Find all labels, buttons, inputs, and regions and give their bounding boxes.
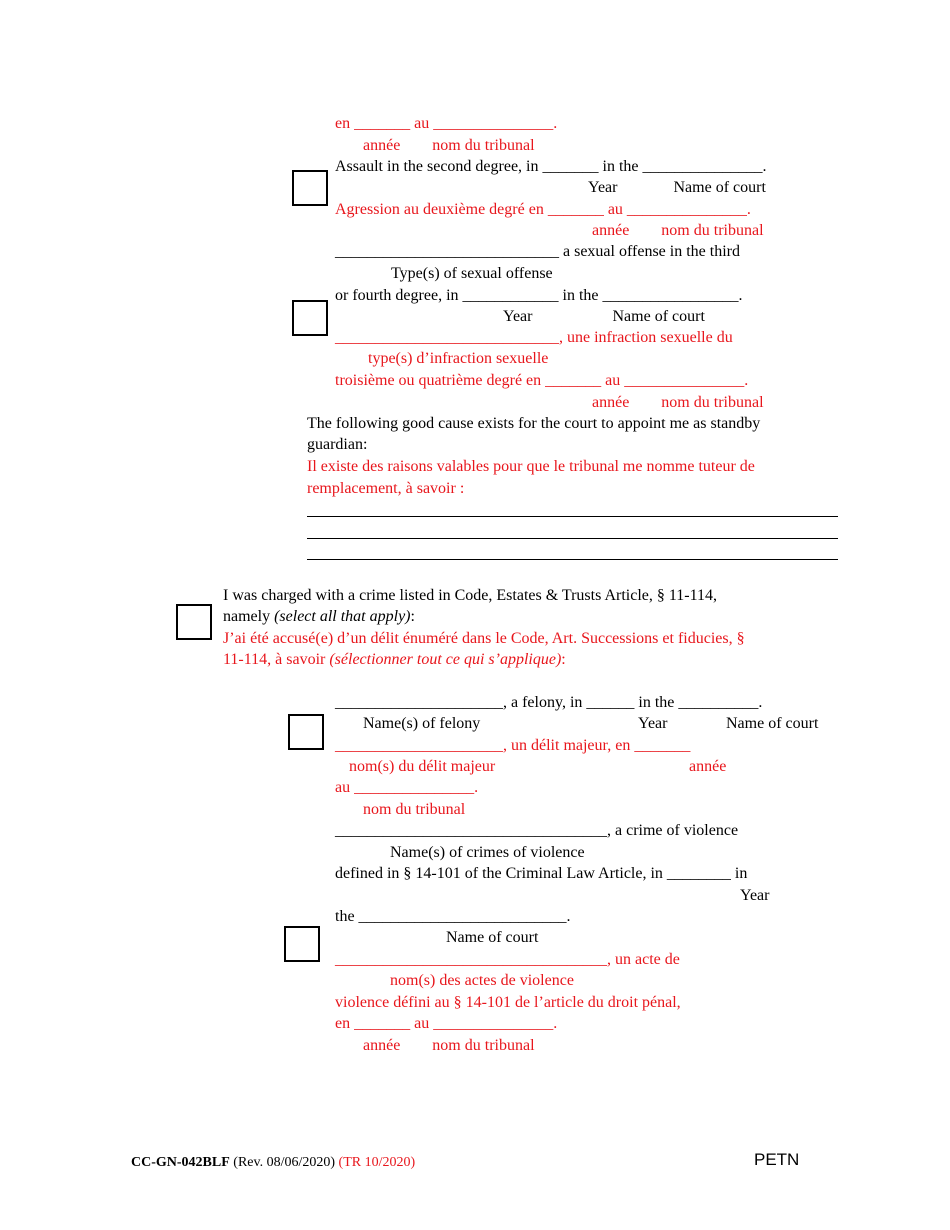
violence-en-label-court: Name of court xyxy=(446,929,539,946)
felony-fr-line1: _____________________, un délit majeur, en _______ xyxy=(335,737,691,754)
good-cause-answer-line-1[interactable] xyxy=(307,516,838,517)
footer-form-code: PETN xyxy=(754,1150,800,1169)
felony-en-label-court: Name of court xyxy=(726,715,819,732)
assault-en-labels: Year Name of court xyxy=(588,179,766,196)
felony-fr-label-year: année xyxy=(689,758,727,775)
charged-crime-checkbox[interactable] xyxy=(176,604,212,640)
felony-en-label-year: Year xyxy=(638,715,668,732)
assault-en-line: Assault in the second degree, in _______ in the _______________. xyxy=(335,158,767,175)
violence-fr-line1: __________________________________, un acte de xyxy=(335,951,680,968)
felony-fr-label-name: nom(s) du délit majeur xyxy=(349,758,496,775)
violence-fr-line3: en _______ au _______________. xyxy=(335,1015,558,1032)
felony-en-line: _____________________, a felony, in ______ in the __________. xyxy=(335,694,763,711)
violence-fr-line2: violence défini au § 14-101 de l’article du droit pénal, xyxy=(335,994,681,1011)
sexual-fr-line1: ____________________________, une infraction sexuelle du xyxy=(335,329,733,346)
crime-of-violence-checkbox[interactable] xyxy=(284,926,320,962)
top-fr-line: en _______ au _______________. xyxy=(335,115,558,132)
charged-en-line2: namely (select all that apply): xyxy=(223,608,415,625)
sexual-en-line1: ____________________________ a sexual offense in the third xyxy=(335,243,740,260)
felony-fr-label-court: nom du tribunal xyxy=(363,801,466,818)
sexual-offense-checkbox[interactable] xyxy=(292,300,328,336)
violence-en-line2: defined in § 14-101 of the Criminal Law Article, in ________ in xyxy=(335,865,748,882)
violence-en-line1: __________________________________, a crime of violence xyxy=(335,822,739,839)
sexual-en-labels2: Year Name of court xyxy=(503,308,705,325)
assault-fr-labels: année nom du tribunal xyxy=(592,222,764,239)
footer-form-id: CC-GN-042BLF (Rev. 08/06/2020) (TR 10/2020) xyxy=(131,1155,416,1170)
felony-en-label-name: Name(s) of felony xyxy=(363,715,481,732)
good-cause-en-line2: guardian: xyxy=(307,436,368,453)
good-cause-fr-line1: Il existe des raisons valables pour que le tribunal me nomme tuteur de xyxy=(307,458,755,475)
charged-en-line1: I was charged with a crime listed in Code, Estates & Trusts Article, § 11-114, xyxy=(223,587,717,604)
sexual-en-line2: or fourth degree, in ____________ in the _________________. xyxy=(335,287,743,304)
violence-en-label1: Name(s) of crimes of violence xyxy=(390,844,585,861)
good-cause-en-line1: The following good cause exists for the court to appoint me as standby xyxy=(307,415,761,432)
charged-fr-line2: 11-114, à savoir (sélectionner tout ce qui s’applique): xyxy=(223,651,566,668)
violence-en-label-year: Year xyxy=(740,887,770,904)
sexual-fr-line2: troisième ou quatrième degré en _______ au _______________. xyxy=(335,372,749,389)
sexual-fr-labels2: année nom du tribunal xyxy=(592,394,764,411)
top-fr-labels: année nom du tribunal xyxy=(363,137,535,154)
assault-second-degree-checkbox[interactable] xyxy=(292,170,328,206)
good-cause-fr-line2: remplacement, à savoir : xyxy=(307,480,465,497)
felony-fr-line2: au _______________. xyxy=(335,779,479,796)
violence-en-line3: the __________________________. xyxy=(335,908,571,925)
violence-fr-label1: nom(s) des actes de violence xyxy=(390,972,574,989)
good-cause-answer-line-2[interactable] xyxy=(307,538,838,539)
sexual-fr-label1: type(s) d’infraction sexuelle xyxy=(368,350,549,367)
felony-checkbox[interactable] xyxy=(288,714,324,750)
violence-fr-labels3: année nom du tribunal xyxy=(363,1037,535,1054)
charged-fr-line1: J’ai été accusé(e) d’un délit énuméré dans le Code, Art. Successions et fiducies, § xyxy=(223,630,745,647)
sexual-en-label1: Type(s) of sexual offense xyxy=(391,265,553,282)
good-cause-answer-line-3[interactable] xyxy=(307,559,838,560)
assault-fr-line: Agression au deuxième degré en _______ au _______________. xyxy=(335,201,751,218)
